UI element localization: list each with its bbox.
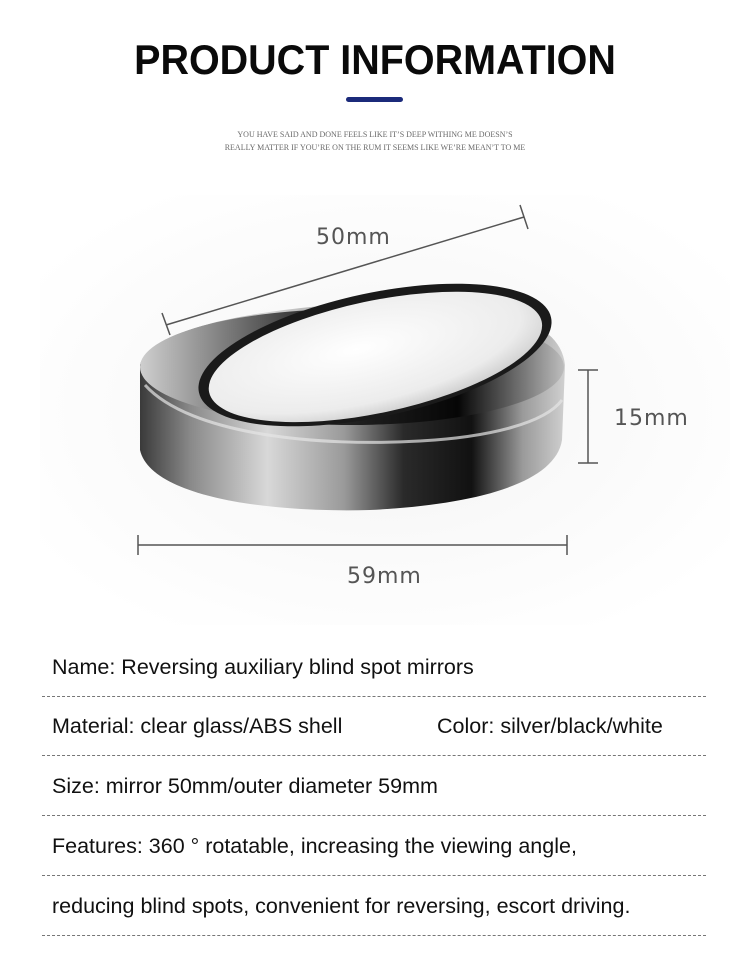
- spec-row-size: [42, 757, 706, 816]
- subtitle-line-1: YOU HAVE SAID AND DONE FEELS LIKE IT’S DEEP WITHING ME DOESN’S: [237, 130, 513, 139]
- spec-row-features-continued: [42, 877, 706, 936]
- spec-color: Color: silver/black/white: [437, 714, 663, 738]
- dimension-label-top: 50mm: [316, 225, 391, 250]
- dimension-label-bottom: 59mm: [347, 564, 422, 589]
- product-image: [40, 195, 730, 625]
- spec-features-line-1: Features: 360 ° rotatable, increasing the viewing angle,: [52, 834, 577, 858]
- spec-features-line-2: reducing blind spots, convenient for reversing, escort driving.: [52, 894, 631, 918]
- dimension-label-right: 15mm: [614, 406, 689, 431]
- page-title: PRODUCT INFORMATION: [134, 36, 616, 83]
- subtitle-line-2: REALLY MATTER IF YOU’RE ON THE RUM IT SEEMS LIKE WE’RE MEAN’T TO ME: [224, 143, 526, 152]
- blind-spot-mirror-illustration: [40, 195, 730, 625]
- spec-row-features: [42, 817, 706, 876]
- title-underline-accent: [346, 97, 403, 102]
- spec-material: Material: clear glass/ABS shell: [52, 714, 343, 738]
- spec-row-material-color: [42, 697, 706, 756]
- spec-name: Name: Reversing auxiliary blind spot mirrors: [52, 655, 474, 679]
- spec-size: Size: mirror 50mm/outer diameter 59mm: [52, 774, 438, 798]
- spec-row-name: [42, 638, 706, 697]
